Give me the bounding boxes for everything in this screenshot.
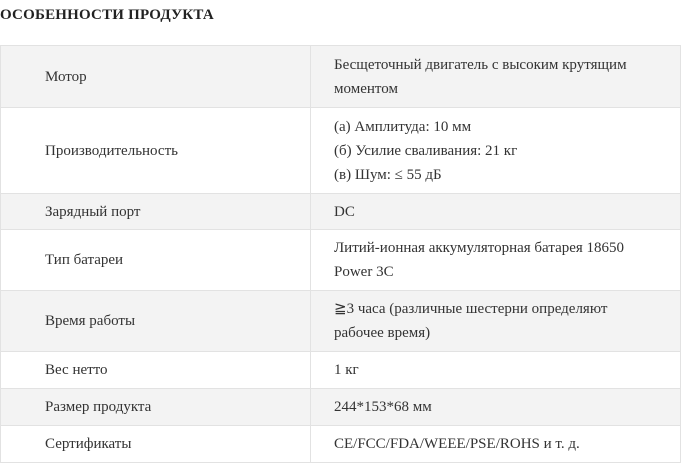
spec-value-motor (311, 46, 681, 108)
spec-value-line: DC (334, 203, 355, 220)
spec-label-certificates: Сертификаты (1, 426, 311, 463)
spec-label-net-weight: Вес нетто (1, 352, 311, 389)
specs-table (0, 45, 681, 463)
spec-value-line: (б) Усилие сваливания: 21 кг (334, 142, 518, 159)
spec-value-performance (311, 108, 681, 194)
spec-label-run-time: Время работы (1, 291, 311, 352)
spec-value-net-weight (311, 352, 681, 389)
table-row (1, 194, 681, 230)
section-title: ОСОБЕННОСТИ ПРОДУКТА (0, 7, 214, 23)
spec-value-line: (а) Амплитуда: 10 мм (334, 118, 472, 135)
spec-value-line: Бесщеточный двигатель с высоким крутящим (334, 56, 627, 73)
spec-value-line: моментом (334, 80, 398, 97)
spec-value-charging-port (311, 194, 681, 230)
spec-value-line: CE/FCC/FDA/WEEE/PSE/ROHS и т. д. (334, 436, 580, 452)
table-row (1, 352, 681, 389)
table-row (1, 108, 681, 194)
table-row (1, 230, 681, 291)
spec-value-line: (в) Шум: ≤ 55 дБ (334, 166, 442, 183)
table-row (1, 46, 681, 108)
spec-label-product-size: Размер продукта (1, 389, 311, 426)
spec-label-battery-type: Тип батареи (1, 230, 311, 291)
spec-value-certificates (311, 426, 681, 463)
spec-label-motor: Мотор (1, 46, 311, 108)
spec-value-line: 244*153*68 мм (334, 399, 432, 415)
table-row (1, 291, 681, 352)
spec-value-battery-type (311, 230, 681, 291)
spec-value-line: ≧3 часа (различные шестерни определяют (334, 301, 608, 317)
spec-label-charging-port: Зарядный порт (1, 194, 311, 230)
spec-value-run-time (311, 291, 681, 352)
spec-value-line: Литий-ионная аккумуляторная батарея 18650 (334, 240, 625, 256)
spec-value-line: рабочее время) (334, 325, 431, 341)
spec-value-line: Power 3C (334, 264, 394, 280)
table-row (1, 389, 681, 426)
spec-value-product-size (311, 389, 681, 426)
spec-label-performance: Производительность (1, 108, 311, 194)
table-row (1, 426, 681, 463)
spec-value-line: 1 кг (334, 362, 359, 378)
